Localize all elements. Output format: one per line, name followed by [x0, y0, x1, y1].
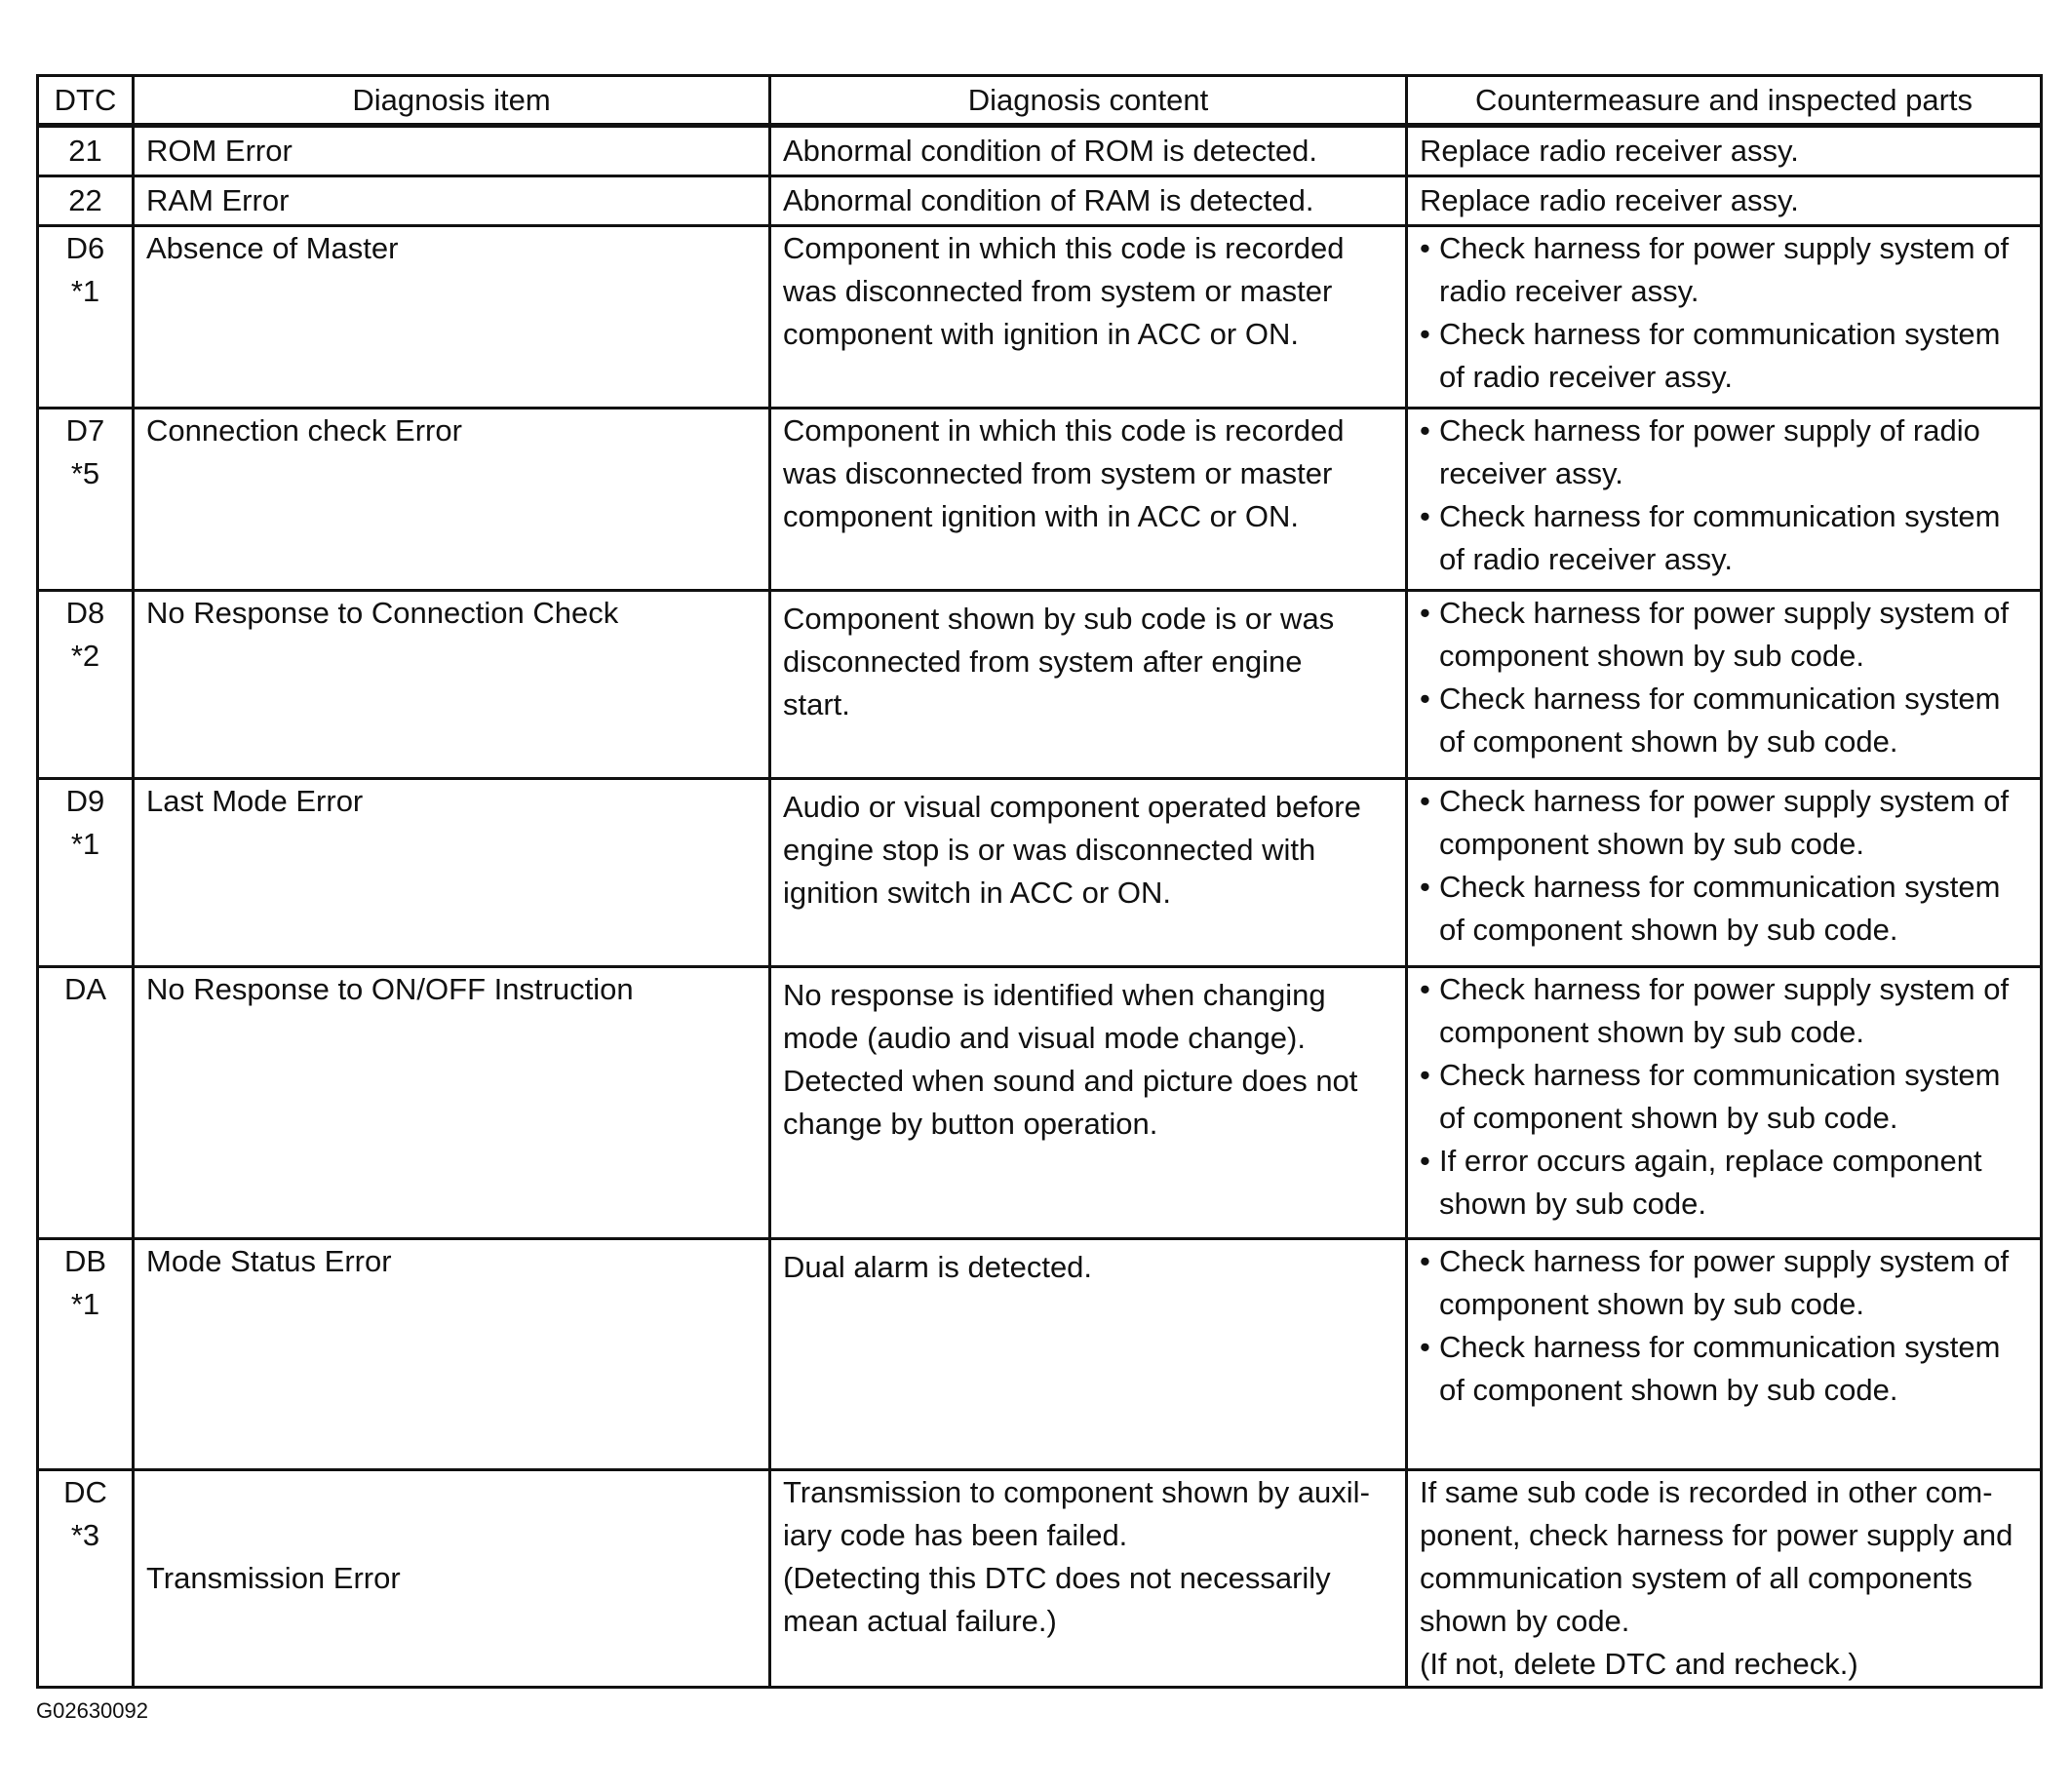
bullet-icon: • — [1420, 784, 1430, 818]
table-row-dc — [38, 1470, 2042, 1688]
header-diagnosis-content: Diagnosis content — [770, 76, 1407, 126]
bullet-line: of component shown by sub code. — [1439, 1101, 1898, 1135]
content-line: iary code has been failed. — [783, 1518, 1128, 1552]
content-line: component ignition with in ACC or ON. — [783, 499, 1299, 533]
dtc-footnote-mark: *1 — [70, 1287, 100, 1321]
bullet-line: of component shown by sub code. — [1439, 913, 1898, 947]
countermeasure-bullet — [1420, 227, 2028, 313]
bullet-icon: • — [1420, 1244, 1430, 1278]
bullet-line: Check harness for communication system — [1439, 1058, 2001, 1092]
diagnosis-content-cell — [770, 1239, 1407, 1470]
content-line: No response is identified when changing — [783, 978, 1326, 1012]
table-row-d9 — [38, 779, 2042, 967]
countermeasure-bullet — [1420, 313, 2028, 399]
dtc-code: DB — [63, 1244, 107, 1278]
content-line: Abnormal condition of RAM is detected. — [783, 183, 1314, 217]
countermeasure-line: ponent, check harness for power supply and — [1420, 1518, 2013, 1552]
countermeasure-bullet — [1420, 866, 2028, 952]
diagnosis-item-cell: ROM Error — [134, 126, 770, 176]
bullet-icon: • — [1420, 499, 1430, 533]
diagnosis-item-cell: Transmission Error — [134, 1470, 770, 1688]
diagnosis-item-cell: RAM Error — [134, 176, 770, 226]
diagnosis-content-cell — [770, 409, 1407, 591]
bullet-icon: • — [1420, 1058, 1430, 1092]
bullet-icon: • — [1420, 1330, 1430, 1364]
dtc-code: 21 — [68, 134, 102, 168]
table-row-db — [38, 1239, 2042, 1470]
dtc-footnote-mark: *1 — [70, 274, 100, 308]
bullet-line: component shown by sub code. — [1439, 1287, 1864, 1321]
bullet-icon: • — [1420, 1144, 1430, 1178]
countermeasure-bullet — [1420, 780, 2028, 866]
table-header-row — [38, 76, 2042, 126]
countermeasure-line: shown by code. — [1420, 1604, 1630, 1638]
content-line: Audio or visual component operated before — [783, 790, 1361, 824]
dtc-footnote-mark: *1 — [70, 827, 100, 861]
bullet-icon: • — [1420, 231, 1430, 265]
bullet-line: Check harness for power supply of radio — [1439, 413, 1980, 448]
bullet-line: component shown by sub code. — [1439, 827, 1864, 861]
dtc-code: DA — [63, 972, 107, 1006]
countermeasure-cell — [1407, 409, 2042, 591]
diagnosis-content-cell — [770, 226, 1407, 409]
dtc-code: D6 — [65, 231, 105, 265]
countermeasure-bullet — [1420, 678, 2028, 763]
content-line: start. — [783, 687, 850, 721]
dtc-code: D9 — [65, 784, 105, 818]
dtc-code: DC — [63, 1475, 107, 1509]
countermeasure-line: If same sub code is recorded in other com- — [1420, 1475, 1993, 1509]
diagnosis-item-cell: Connection check Error — [134, 409, 770, 591]
countermeasure-bullet — [1420, 409, 2028, 495]
countermeasure-list — [1420, 227, 2028, 399]
bullet-line: of radio receiver assy. — [1439, 542, 1733, 576]
bullet-line: If error occurs again, replace component — [1439, 1144, 1982, 1178]
content-line: Component shown by sub code is or was — [783, 602, 1335, 636]
bullet-line: Check harness for communication system — [1439, 682, 2001, 716]
content-line: change by button operation. — [783, 1107, 1158, 1141]
diagnosis-content-cell — [770, 967, 1407, 1239]
bullet-icon: • — [1420, 596, 1430, 630]
bullet-line: of radio receiver assy. — [1439, 360, 1733, 394]
dtc-cell — [38, 779, 134, 967]
content-line: Component in which this code is recorded — [783, 413, 1345, 448]
bullet-line: Check harness for communication system — [1439, 499, 2001, 533]
diagnosis-content-cell — [770, 176, 1407, 226]
table-row-22 — [38, 176, 2042, 226]
content-line: was disconnected from system or master — [783, 274, 1333, 308]
table-row-d8 — [38, 591, 2042, 779]
dtc-cell — [38, 967, 134, 1239]
content-line: Abnormal condition of ROM is detected. — [783, 134, 1317, 168]
bullet-line: radio receiver assy. — [1439, 274, 1700, 308]
countermeasure-bullet — [1420, 968, 2028, 1054]
diagnosis-item-cell: Mode Status Error — [134, 1239, 770, 1470]
dtc-cell — [38, 126, 134, 176]
content-line: was disconnected from system or master — [783, 456, 1333, 490]
bullet-line: Check harness for power supply system of — [1439, 784, 2010, 818]
countermeasure-list — [1420, 968, 2028, 1226]
bullet-line: Check harness for communication system — [1439, 1330, 2001, 1364]
dtc-footnote-mark: *3 — [70, 1518, 100, 1552]
bullet-line: of component shown by sub code. — [1439, 1373, 1898, 1407]
diagnosis-item-cell: Last Mode Error — [134, 779, 770, 967]
header-diagnosis-item: Diagnosis item — [134, 76, 770, 126]
dtc-code: D7 — [65, 413, 105, 448]
dtc-footnote-mark: *5 — [70, 456, 100, 490]
bullet-icon: • — [1420, 413, 1430, 448]
countermeasure-cell — [1407, 779, 2042, 967]
dtc-cell — [38, 176, 134, 226]
header-dtc: DTC — [38, 76, 134, 126]
content-line: Detected when sound and picture does not — [783, 1064, 1358, 1098]
dtc-table — [36, 74, 2043, 1689]
content-line: engine stop is or was disconnected with — [783, 833, 1316, 867]
header-countermeasure: Countermeasure and inspected parts — [1407, 76, 2042, 126]
countermeasure-list — [1420, 1240, 2028, 1412]
bullet-line: Check harness for communication system — [1439, 870, 2001, 904]
diagnosis-item-cell: No Response to ON/OFF Instruction — [134, 967, 770, 1239]
countermeasure-line: Replace radio receiver assy. — [1420, 134, 1799, 168]
dtc-cell — [38, 409, 134, 591]
countermeasure-bullet — [1420, 1326, 2028, 1412]
bullet-icon: • — [1420, 870, 1430, 904]
dtc-cell — [38, 226, 134, 409]
bullet-line: Check harness for power supply system of — [1439, 1244, 2010, 1278]
countermeasure-bullet — [1420, 1240, 2028, 1326]
countermeasure-list — [1420, 780, 2028, 952]
countermeasure-list — [1420, 409, 2028, 581]
content-line: Dual alarm is detected. — [783, 1250, 1093, 1284]
bullet-icon: • — [1420, 682, 1430, 716]
countermeasure-bullet — [1420, 1054, 2028, 1140]
countermeasure-cell — [1407, 1239, 2042, 1470]
bullet-line: Check harness for power supply system of — [1439, 231, 2010, 265]
countermeasure-cell — [1407, 1470, 2042, 1688]
content-line: Transmission to component shown by auxil- — [783, 1475, 1370, 1509]
content-line: mode (audio and visual mode change). — [783, 1021, 1306, 1055]
countermeasure-bullet — [1420, 1140, 2028, 1226]
content-line: component with ignition in ACC or ON. — [783, 317, 1299, 351]
bullet-line: component shown by sub code. — [1439, 1015, 1864, 1049]
bullet-icon: • — [1420, 972, 1430, 1006]
bullet-line: of component shown by sub code. — [1439, 724, 1898, 759]
diagnosis-content-cell — [770, 1470, 1407, 1688]
countermeasure-bullet — [1420, 495, 2028, 581]
bullet-line: Check harness for power supply system of — [1439, 972, 2010, 1006]
content-line: disconnected from system after engine — [783, 644, 1303, 679]
diagnosis-content-cell — [770, 591, 1407, 779]
content-line: Component in which this code is recorded — [783, 231, 1345, 265]
table-row-d7 — [38, 409, 2042, 591]
dtc-code: 22 — [68, 183, 102, 217]
countermeasure-bullet — [1420, 592, 2028, 678]
dtc-cell — [38, 1470, 134, 1688]
bullet-line: component shown by sub code. — [1439, 639, 1864, 673]
countermeasure-line: communication system of all components — [1420, 1561, 1973, 1595]
content-line: (Detecting this DTC does not necessarily — [783, 1561, 1331, 1595]
countermeasure-cell — [1407, 176, 2042, 226]
dtc-footnote-mark: *2 — [70, 639, 100, 673]
bullet-line: Check harness for communication system — [1439, 317, 2001, 351]
countermeasure-cell — [1407, 591, 2042, 779]
bullet-line: shown by sub code. — [1439, 1187, 1707, 1221]
bullet-line: receiver assy. — [1439, 456, 1623, 490]
diagnosis-item-cell: Absence of Master — [134, 226, 770, 409]
countermeasure-cell — [1407, 967, 2042, 1239]
bullet-icon: • — [1420, 317, 1430, 351]
content-line: ignition switch in ACC or ON. — [783, 876, 1171, 910]
countermeasure-cell — [1407, 226, 2042, 409]
countermeasure-line: Replace radio receiver assy. — [1420, 183, 1799, 217]
countermeasure-list — [1420, 592, 2028, 763]
table-row-d6 — [38, 226, 2042, 409]
diagnosis-content-cell — [770, 126, 1407, 176]
diagnosis-content-cell — [770, 779, 1407, 967]
dtc-cell — [38, 1239, 134, 1470]
content-line: mean actual failure.) — [783, 1604, 1057, 1638]
figure-id: G02630092 — [36, 1698, 148, 1723]
table-row-21 — [38, 126, 2042, 176]
countermeasure-cell — [1407, 126, 2042, 176]
dtc-code: D8 — [65, 596, 105, 630]
dtc-cell — [38, 591, 134, 779]
table-row-da — [38, 967, 2042, 1239]
diagnosis-item-cell: No Response to Connection Check — [134, 591, 770, 779]
bullet-line: Check harness for power supply system of — [1439, 596, 2010, 630]
countermeasure-line: (If not, delete DTC and recheck.) — [1420, 1647, 1858, 1681]
